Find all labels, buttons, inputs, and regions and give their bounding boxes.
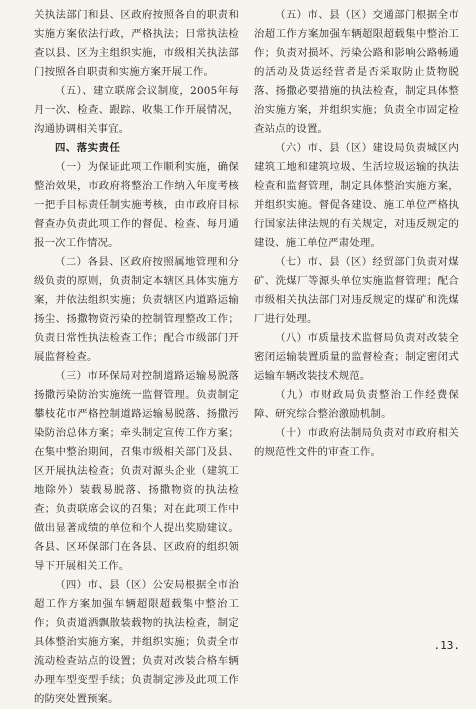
section-heading-responsibilities: 四、落实责任 (55, 142, 121, 154)
paragraph-item-10: （十）市政府法制局负责对市政府相关的规范性文件的审查工作。 (254, 427, 459, 458)
paragraph-item-9: （九）市财政局负责整治工作经费保障、研究综合整治激励机制。 (254, 389, 459, 420)
paragraph-item-2: （二）各县、区政府按照属地管理和分级负责的原则，负责制定本辖区具体实施方案，并依法组织实施；负责辖区内道路运输扬尘、扬撒物资污染的控制管理整改工作；负责日常性执法检查工作；配合市级部门开展监督检查。 (34, 256, 239, 363)
paragraph-item-7: （七）市、县（区）经贸部门负责对煤矿、洗煤厂等源头单位实施监督管理；配合市级相关执法部门对违反规定的煤矿和洗煤厂进行处理。 (254, 256, 459, 325)
paragraph-meeting-system: （五）、建立联席会议制度，2005年每月一次、检查、跟踪、收集工作开展情况，沟通协调相关事宜。 (34, 85, 239, 135)
right-column (254, 6, 459, 462)
page-number: .13. (433, 639, 460, 652)
paragraph-item-8: （八）市质量技术监督局负责对改装全密闭运输装置质量的监督检查；制定密闭式运输车辆改装技术规范。 (254, 332, 459, 382)
paragraph-item-5: （五）市、县（区）交通部门根据全市治超工作方案加强车辆超限超载集中整治工作；负责对损坏、污染公路和影响公路畅通的活动及货运经营者是否采取防止货物脱落、扬撒必要措施的执法检查，制定具体整治实施方案，并组织实施；负责全市固定检查站点的设置。 (254, 9, 459, 135)
paragraph-item-6: （六）市、县（区）建设局负责城区内建筑工地和建筑垃圾、生活垃圾运输的执法检查和监督管理，制定具体整治实施方案，并组织实施。督促各建设、施工单位严格执行国家法律法规的有关规定，对违反规定的建设、施工单位严肃处理。 (254, 142, 459, 249)
paragraph-item-1: （一）为保证此项工作顺利实施，确保整治效果，市政府将整治工作纳入年度考核一把手目标责任制实施考核，由市政府目标督查办负责此项工作的督促、检查、每月通报一次工作情况。 (34, 161, 239, 249)
left-column (34, 6, 239, 709)
paragraph-item-4: （四）市、县（区）公安局根据全市治超工作方案加强车辆超限超载集中整治工作；负责道洒飘散装载物的执法检查，制定具体整治实施方案，并组织实施；负责全市流动检查站点的设置；负责对改装合格车辆办理车型变型手续；负责制定涉及此项工作的防突处置预案。 (34, 579, 239, 705)
paragraph-item-3: （三）市环保局对控制道路运输易脱落扬撒污染防治实施统一监督管理。负责制定攀枝花市严格控制道路运输易脱落、扬撒污染防治总体方案；牵头制定宣传工作方案；在集中整治期间，召集市级相关部门及县、区开展执法检查；负责对源头企业（建筑工地除外）装载易脱落、扬撒物资的执法检查；负责联席会议的召集；对在此项工作中做出显著成绩的单位和个人提出奖励建议。各县、区环保部门在各县、区政府的组织领导下开展相关工作。 (34, 370, 239, 572)
paragraph-continued: 关执法部门和县、区政府按照各自的职责和实施方案依法行政，严格执法；日常执法检查以县、区为主组织实施，市级相关执法部门按照各自职责和实施方案开展工作。 (34, 9, 239, 78)
